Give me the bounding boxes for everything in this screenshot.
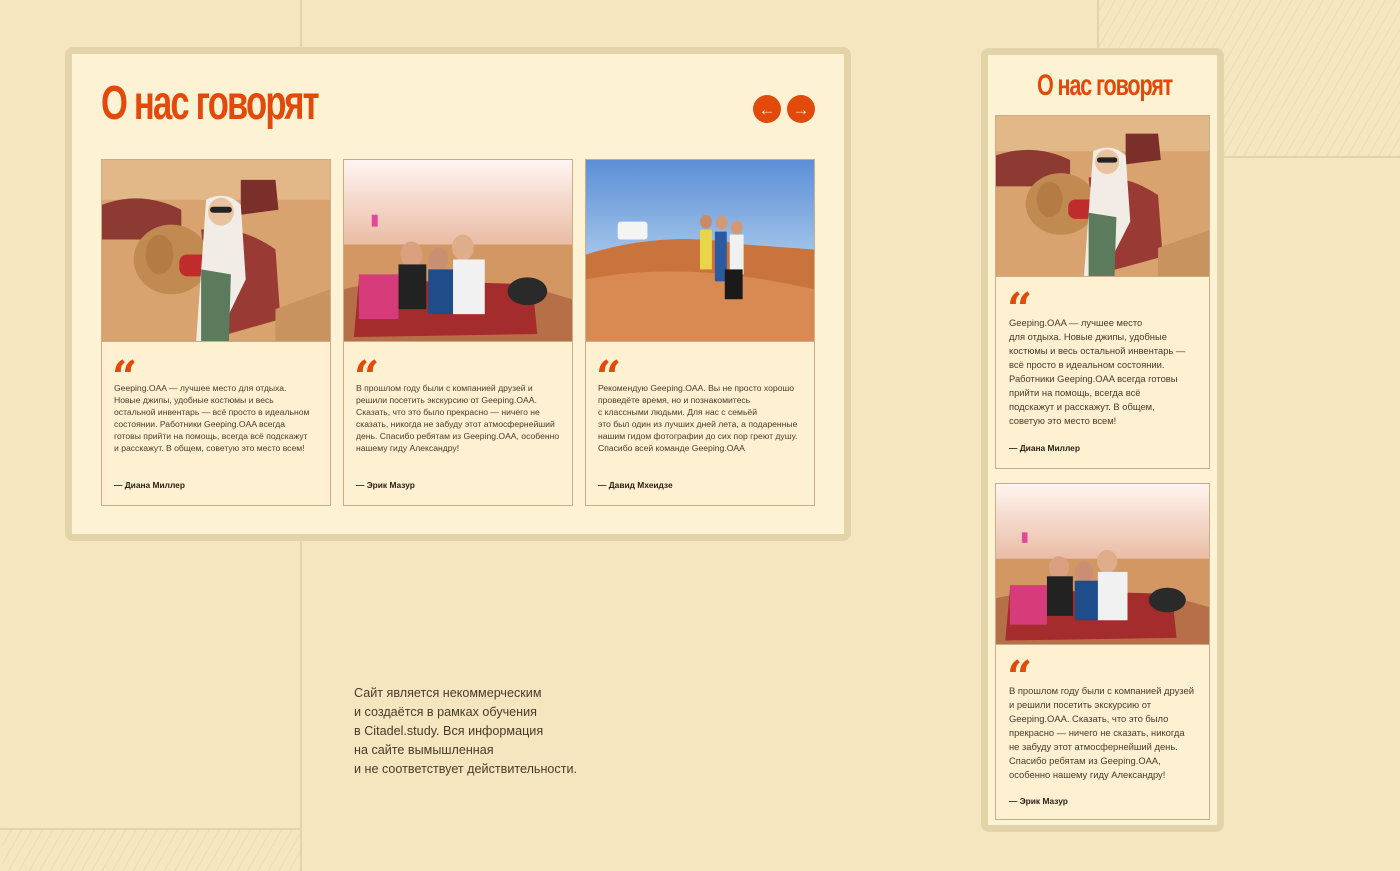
review-author: — Эрик Мазур <box>1009 796 1068 806</box>
quote-icon: “ <box>1007 652 1030 703</box>
arrow-right-icon: → <box>792 99 810 119</box>
review-text: Geeping.OAA — лучшее место для отдыха. Новые джипы, удобные костюмы и весь остальной инвентарь — всё просто в идеальном состоянии. Работники Geeping.OAA всегда готовы прийти на помощь, всегда всё подскажут и расскажут. В общем, советую это место всем! <box>1009 317 1186 426</box>
quote-icon: “ <box>354 352 377 403</box>
mobile-reviews-section <box>981 48 1224 832</box>
review-text: Geeping.OAA — лучшее место для отдыха. Новые джипы, удобные костюмы и весь остальной инвентарь — всё просто в идеальном состоянии. Работники Geeping.OAA всегда готовы прийти на помощь, всегда всё подскажут и расскажут. В общем, советую это место всем! <box>114 383 310 453</box>
arrow-left-icon: ← <box>758 99 776 119</box>
prev-button[interactable] <box>753 95 781 123</box>
review-author: — Диана Миллер <box>1009 443 1080 453</box>
woman-with-camel-photo <box>996 116 1209 277</box>
review-text: В прошлом году были с компанией друзей и решили посетить экскурсию от Geeping.OAA. Сказать, что это было прекрасно — ничего не сказать, никогда не забуду этот атмосфернейший день. Спасибо ребятам из Geeping.OAA, особенно нашему гиду Александру! <box>1009 685 1194 780</box>
review-card <box>995 115 1210 469</box>
desktop-reviews-section <box>65 47 851 541</box>
quote-icon: “ <box>112 352 135 403</box>
woman-with-camel-photo <box>102 160 330 342</box>
review-card <box>995 483 1210 820</box>
quote-icon: “ <box>596 352 619 403</box>
review-text: В прошлом году были с компанией друзей и решили посетить экскурсию от Geeping.OAA. Сказать, что это было прекрасно — ничего не сказать, никогда не забуду этот атмосфернейший день. Спасибо ребятам из Geeping.OAA, особенно нашему гиду Александру! <box>356 383 560 453</box>
review-text: Рекомендую Geeping.OAA. Вы не просто хорошо проведёте время, но и познакомитесь с классными людьми. Для нас с семьёй это был один из лучших дней лета, а подаренные нашим гидом фотографии до сих пор греют душу. Спасибо всей команде Geeping.OAA <box>598 383 798 453</box>
family-dunes-photo <box>586 160 814 342</box>
review-author: — Диана Миллер <box>114 480 185 490</box>
review-author: — Эрик Мазур <box>356 480 415 490</box>
review-card <box>101 159 331 506</box>
quote-icon: “ <box>1007 284 1030 335</box>
review-author: — Давид Мхеидзе <box>598 480 673 490</box>
next-button[interactable] <box>787 95 815 123</box>
footer-disclaimer: Сайт является некоммерческим и создаётся в рамках обучения в Citadel.study. Вся информация на сайте вымышленная и не соответствует действительности. <box>354 686 578 776</box>
hatched-area <box>2 830 300 871</box>
section-title: О нас говорят <box>101 77 318 130</box>
section-title: О нас говорят <box>1037 69 1173 102</box>
review-card <box>585 159 815 506</box>
friends-selfie-photo <box>996 484 1209 645</box>
friends-selfie-photo <box>344 160 572 342</box>
review-card <box>343 159 573 506</box>
